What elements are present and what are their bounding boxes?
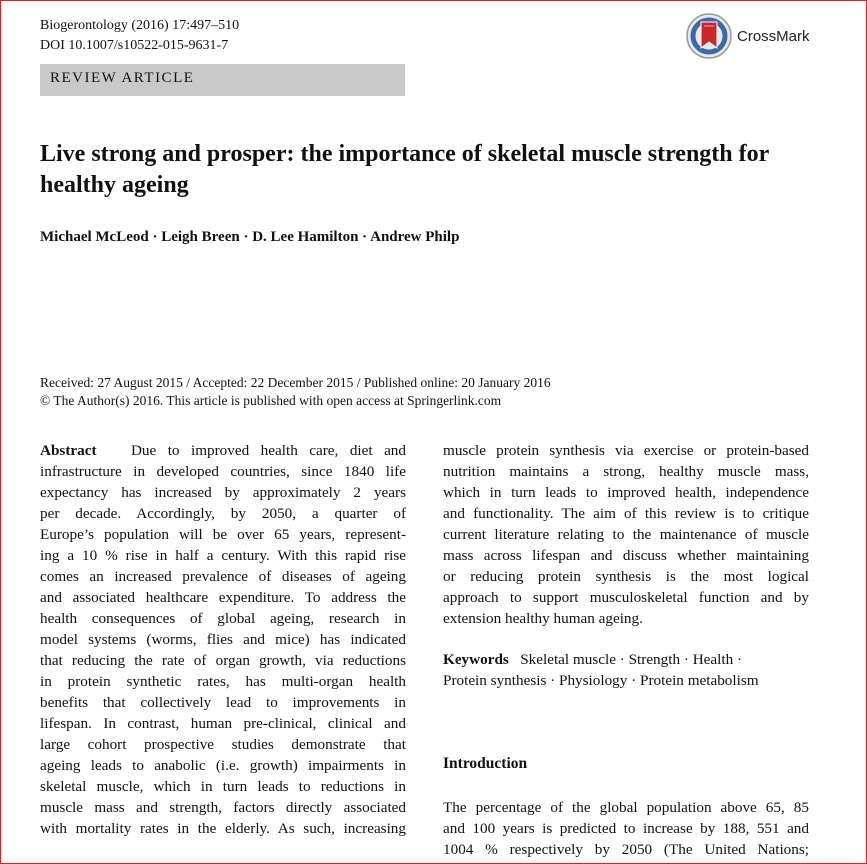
abstract-line: ing a 10 % rise in half a century. With this rapid rise [40,547,406,564]
abstract-line: or reducing protein synthesis is the most logical [443,568,809,585]
abstract-line: muscle mass and strength, factors directly associated [40,799,406,816]
abstract-line: lifespan. In contrast, human pre-clinical, clinical and [40,715,406,732]
abstract-line: ageing leads to anabolic (i.e. growth) impairments in [40,757,406,774]
abstract-line: benefits that collectively lead to improvements in [40,694,406,711]
abstract-line: which in turn leads to improved health, independence [443,484,809,501]
introduction-line: The percentage of the global population above 65, 85 [443,799,809,816]
abstract-line: that reducing the rate of organ growth, via reductions [40,652,406,669]
abstract-line: and associated healthcare expenditure. To address the [40,589,406,606]
abstract-line: nutrition maintains a strong, healthy muscle mass, [443,463,809,480]
article-type-banner [40,64,405,96]
crossmark-label: CrossMark [737,28,810,45]
keywords-line-2: Protein synthesis · Physiology · Protein metabolism [443,672,759,689]
abstract-line: Europe’s population will be over 65 years, represent- [40,526,406,543]
abstract-line: Abstract Due to improved health care, diet and [40,442,406,459]
abstract-line: model systems (worms, flies and mice) has indicated [40,631,406,648]
article-title: Live strong and prosper: the importance of skeletal muscle strength for healthy ageing [40,141,769,198]
abstract-line: infrastructure in developed countries, since 1840 life [40,463,406,480]
introduction-line: and 100 years is predicted to increase by 188, 551 and [443,820,809,837]
abstract-line: expectancy has increased by approximately 2 years [40,484,406,501]
abstract-line: and functionality. The aim of this review is to critique [443,505,809,522]
abstract-line: large cohort prospective studies demonstrate that [40,736,406,753]
introduction-text [443,797,809,860]
publication-dates: Received: 27 August 2015 / Accepted: 22 December 2015 / Published online: 20 January 2016 [40,375,551,390]
doi[interactable]: DOI 10.1007/s10522-015-9631-7 [40,38,229,53]
abstract-line: skeletal muscle, which in turn leads to reductions in [40,778,406,795]
abstract-line: extension healthy human ageing. [443,610,643,627]
journal-citation: Biogerontology (2016) 17:497–510 [40,18,240,33]
introduction-line: 1004 % respectively by 2050 (The United Nations; [443,841,809,858]
abstract-line: comes an increased prevalence of diseases of ageing [40,568,406,585]
abstract-line: current literature relating to the maintenance of muscle [443,526,809,543]
abstract-line: per decade. Accordingly, by 2050, a quarter of [40,505,406,522]
abstract-heading: Abstract [40,442,97,459]
abstract-line: mass across lifespan and discuss whether maintaining [443,547,809,564]
abstract-line: with mortality rates in the elderly. As such, increasing [40,820,406,837]
article-type-label: REVIEW ARTICLE [50,70,195,86]
author-list: Michael McLeod · Leigh Breen · D. Lee Hamilton · Andrew Philp [40,229,460,245]
crossmark-badge[interactable] [685,12,810,60]
abstract-line: health consequences of global ageing, research in [40,610,406,627]
keywords-line-1: Skeletal muscle · Strength · Health · [520,651,743,668]
abstract-line: muscle protein synthesis via exercise or protein-based [443,442,809,459]
keywords-block [443,649,809,691]
abstract-left-column [40,440,406,839]
license-statement: © The Author(s) 2016. This article is published with open access at Springerlink.com [40,393,502,408]
abstract-line: in protein synthetic rates, has multi-organ health [40,673,406,690]
keywords-heading: Keywords [443,651,509,668]
introduction-heading: Introduction [443,755,528,772]
abstract-line: approach to support musculoskeletal function and by [443,589,809,606]
article-dates [40,374,551,410]
crossmark-icon [685,12,733,60]
abstract-right-column [443,440,809,629]
